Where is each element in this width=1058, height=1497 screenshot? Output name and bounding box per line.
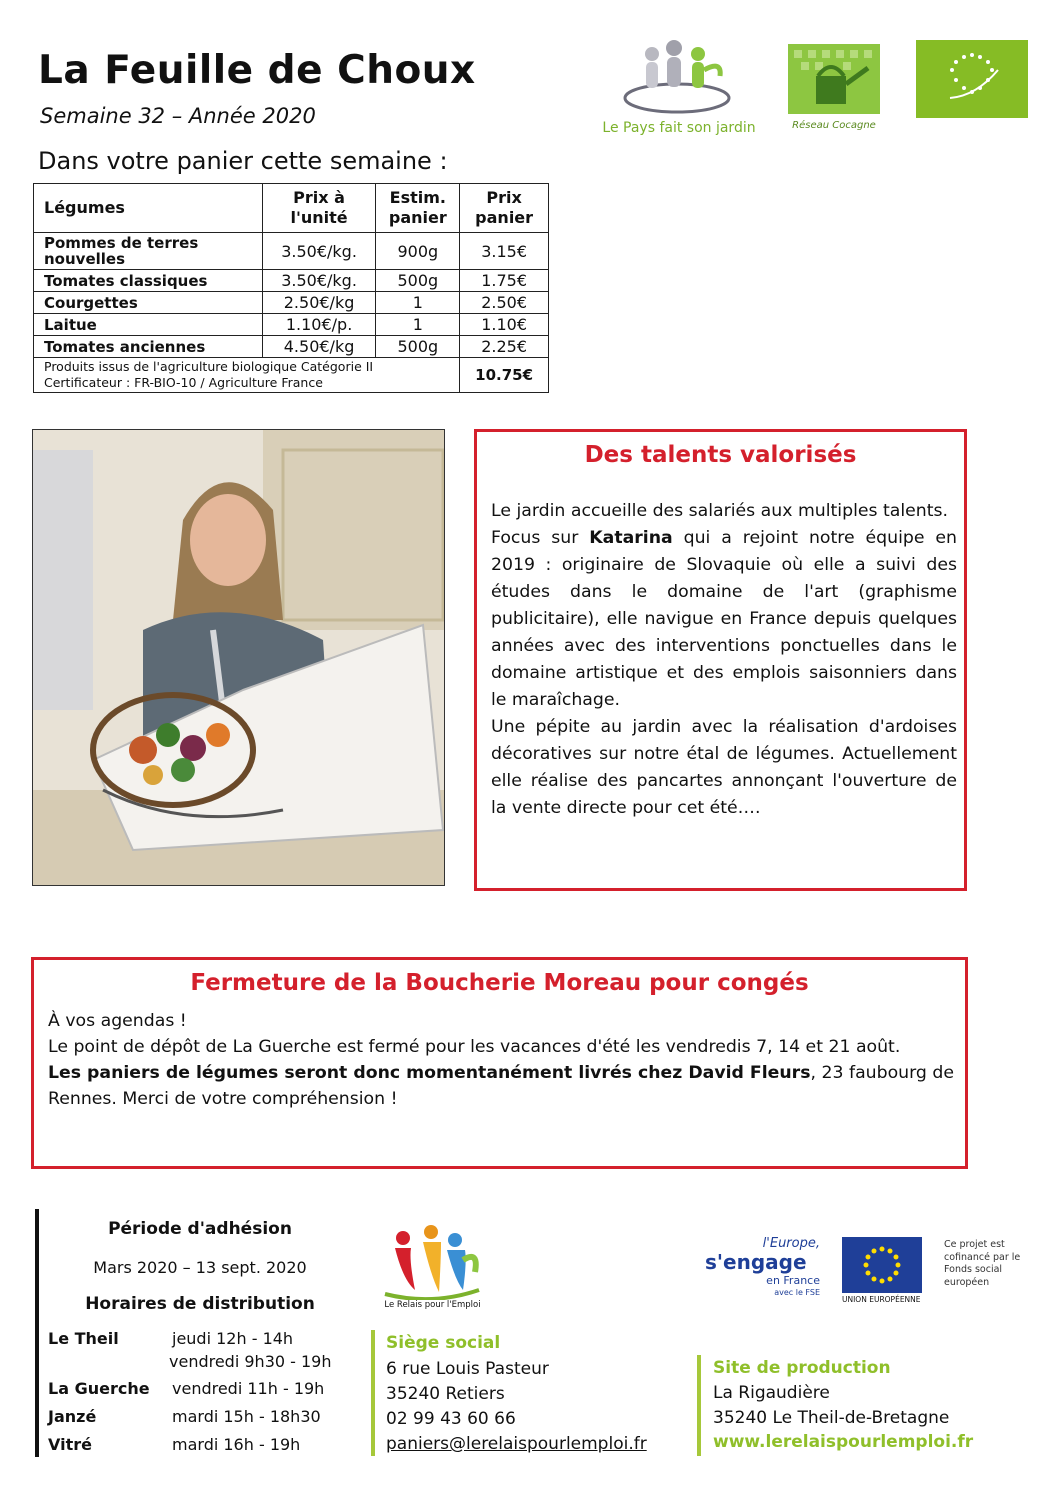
schedule-town: La Guerche xyxy=(48,1379,150,1398)
page-subtitle: Semaine 32 – Année 2020 xyxy=(40,104,316,128)
eu-flag-icon xyxy=(842,1237,922,1293)
eu-engage-main: s'engage xyxy=(705,1250,807,1274)
organic-leaf-icon xyxy=(916,40,1028,118)
fermeture-paragraph: Le point de dépôt de La Guerche est fermé pour les vacances d'été les vendredis 7, 14 et 21 août. xyxy=(48,1037,901,1057)
schedule-time: jeudi 12h - 14h xyxy=(172,1329,294,1348)
pays-caption: Le Pays fait son jardin xyxy=(602,120,756,136)
horaires-title: Horaires de distribution xyxy=(85,1294,315,1314)
basket-price: 2.50€ xyxy=(460,292,549,314)
veg-name: Courgettes xyxy=(34,292,263,314)
veg-name: Pommes de terres nouvelles xyxy=(34,233,263,270)
schedule-time: mardi 16h - 19h xyxy=(172,1435,301,1454)
siege-address: 6 rue Louis Pasteur xyxy=(386,1359,549,1379)
basket-price: 2.25€ xyxy=(460,336,549,358)
talents-article xyxy=(474,429,967,891)
site-title: Site de production xyxy=(713,1358,891,1378)
adhesion-title: Période d'adhésion xyxy=(108,1219,292,1239)
pays-fait-son-jardin-logo xyxy=(602,40,756,140)
eu-stars-icon xyxy=(842,1237,922,1293)
table-row xyxy=(34,292,549,314)
pays-people-icon xyxy=(612,40,742,120)
watering-can-icon xyxy=(788,44,880,114)
relais-caption: Le Relais pour l'Emploi xyxy=(384,1300,481,1310)
veg-name: Laitue xyxy=(34,314,263,336)
adhesion-dates: Mars 2020 – 13 sept. 2020 xyxy=(93,1258,307,1277)
table-row xyxy=(34,270,549,292)
table-header-row xyxy=(34,184,549,233)
fermeture-bold-text: Les paniers de légumes seront donc momentanément livrés chez David Fleurs xyxy=(48,1063,811,1083)
footer-divider xyxy=(35,1209,39,1457)
col-header-unit-price: Prix à l'unité xyxy=(262,184,376,233)
basket-total: 10.75€ xyxy=(460,358,549,393)
website-link[interactable]: www.lerelaispourlemploi.fr xyxy=(713,1432,974,1452)
fse-cofinance-text: Ce projet est cofinancé par le Fonds social européen xyxy=(944,1239,1021,1288)
unit-price: 2.50€/kg xyxy=(262,292,376,314)
siege-divider xyxy=(371,1330,375,1456)
eu-organic-leaf-logo xyxy=(916,40,1028,118)
estim-qty: 1 xyxy=(376,292,460,314)
eu-engage-top: l'Europe, xyxy=(762,1236,820,1251)
estim-qty: 500g xyxy=(376,270,460,292)
talents-paragraph: Une pépite au jardin avec la réalisation d'ardoises décoratives sur notre étal de légumes. Actuellement elle réalise des pancartes annonçant l'ouverture de la vente directe pour cet été…. xyxy=(491,717,957,818)
katarina-photo xyxy=(32,429,445,886)
note-line-2: Certificateur : FR-BIO-10 / Agriculture France xyxy=(44,375,323,390)
estim-qty: 900g xyxy=(376,233,460,270)
fermeture-article xyxy=(31,957,968,1169)
siege-title: Siège social xyxy=(386,1333,501,1353)
veg-name: Tomates anciennes xyxy=(34,336,263,358)
vegetable-price-table xyxy=(33,183,549,393)
schedule-town: Le Theil xyxy=(48,1329,119,1348)
table-row xyxy=(34,336,549,358)
col-header-estim: Estim. panier xyxy=(376,184,460,233)
table-row xyxy=(34,314,549,336)
fermeture-body xyxy=(48,1008,954,1112)
fermeture-paragraph: À vos agendas ! xyxy=(48,1011,187,1031)
talents-paragraph: Le jardin accueille des salariés aux multiples talents. xyxy=(491,501,949,521)
reseau-cocagne-logo xyxy=(788,44,880,131)
schedule-time: vendredi 11h - 19h xyxy=(172,1379,325,1398)
siege-phone: 02 99 43 60 66 xyxy=(386,1409,516,1429)
europe-engage-logo xyxy=(705,1236,820,1301)
unit-price: 1.10€/p. xyxy=(262,314,376,336)
talents-title: Des talents valorisés xyxy=(584,442,857,468)
cocagne-caption: Réseau Cocagne xyxy=(792,120,876,131)
site-address: La Rigaudière xyxy=(713,1383,830,1403)
talents-text-span: Focus sur xyxy=(491,528,590,548)
unit-price: 4.50€/kg xyxy=(262,336,376,358)
schedule-time: mardi 15h - 18h30 xyxy=(172,1407,321,1426)
talents-text-span: qui a rejoint notre équipe en 2019 : originaire de Slovaquie où elle a suivi des études dans le domaine de l'art (graphisme publicitaire), elle navigue en France depuis quelques années avec des interventions ponctuelles dans le domaine artistique et des emplois saisonniers dans le maraîchage. xyxy=(491,528,958,710)
estim-qty: 1 xyxy=(376,314,460,336)
veg-name: Tomates classiques xyxy=(34,270,263,292)
unit-price: 3.50€/kg. xyxy=(262,233,376,270)
basket-price: 1.75€ xyxy=(460,270,549,292)
eu-union-caption: UNION EUROPÉENNE xyxy=(842,1295,921,1304)
site-city: 35240 Le Theil-de-Bretagne xyxy=(713,1408,950,1428)
talents-body xyxy=(491,498,957,822)
page-title: La Feuille de Choux xyxy=(38,48,476,93)
schedule-town: Janzé xyxy=(48,1407,97,1426)
eu-engage-sub: en France xyxy=(766,1274,820,1287)
photo-illustration xyxy=(33,430,444,885)
certification-note xyxy=(34,358,460,393)
col-header-price: Prix panier xyxy=(460,184,549,233)
siege-city: 35240 Retiers xyxy=(386,1384,505,1404)
basket-price: 1.10€ xyxy=(460,314,549,336)
schedule-time: vendredi 9h30 - 19h xyxy=(169,1352,332,1371)
katarina-name: Katarina xyxy=(589,528,673,548)
site-divider xyxy=(697,1355,701,1456)
relais-pour-emploi-logo xyxy=(375,1220,490,1318)
col-header-legumes: Légumes xyxy=(34,184,263,233)
fermeture-title: Fermeture de la Boucherie Moreau pour congés xyxy=(190,970,809,996)
siege-email-link[interactable]: paniers@lerelaispourlemploi.fr xyxy=(386,1434,647,1454)
unit-price: 3.50€/kg. xyxy=(262,270,376,292)
relais-people-icon xyxy=(375,1220,490,1300)
talents-paragraph xyxy=(491,525,957,714)
basket-heading: Dans votre panier cette semaine : xyxy=(38,147,448,175)
note-line-1: Produits issus de l'agriculture biologique Catégorie II xyxy=(44,359,374,374)
schedule-town: Vitré xyxy=(48,1435,92,1454)
fermeture-text-span: , 23 faubourg de Rennes. Merci de votre compréhension ! xyxy=(48,1063,954,1109)
table-total-row xyxy=(34,358,549,393)
fermeture-paragraph xyxy=(48,1060,954,1112)
basket-price: 3.15€ xyxy=(460,233,549,270)
table-row xyxy=(34,233,549,270)
estim-qty: 500g xyxy=(376,336,460,358)
eu-engage-fse: avec le FSE xyxy=(774,1288,820,1297)
